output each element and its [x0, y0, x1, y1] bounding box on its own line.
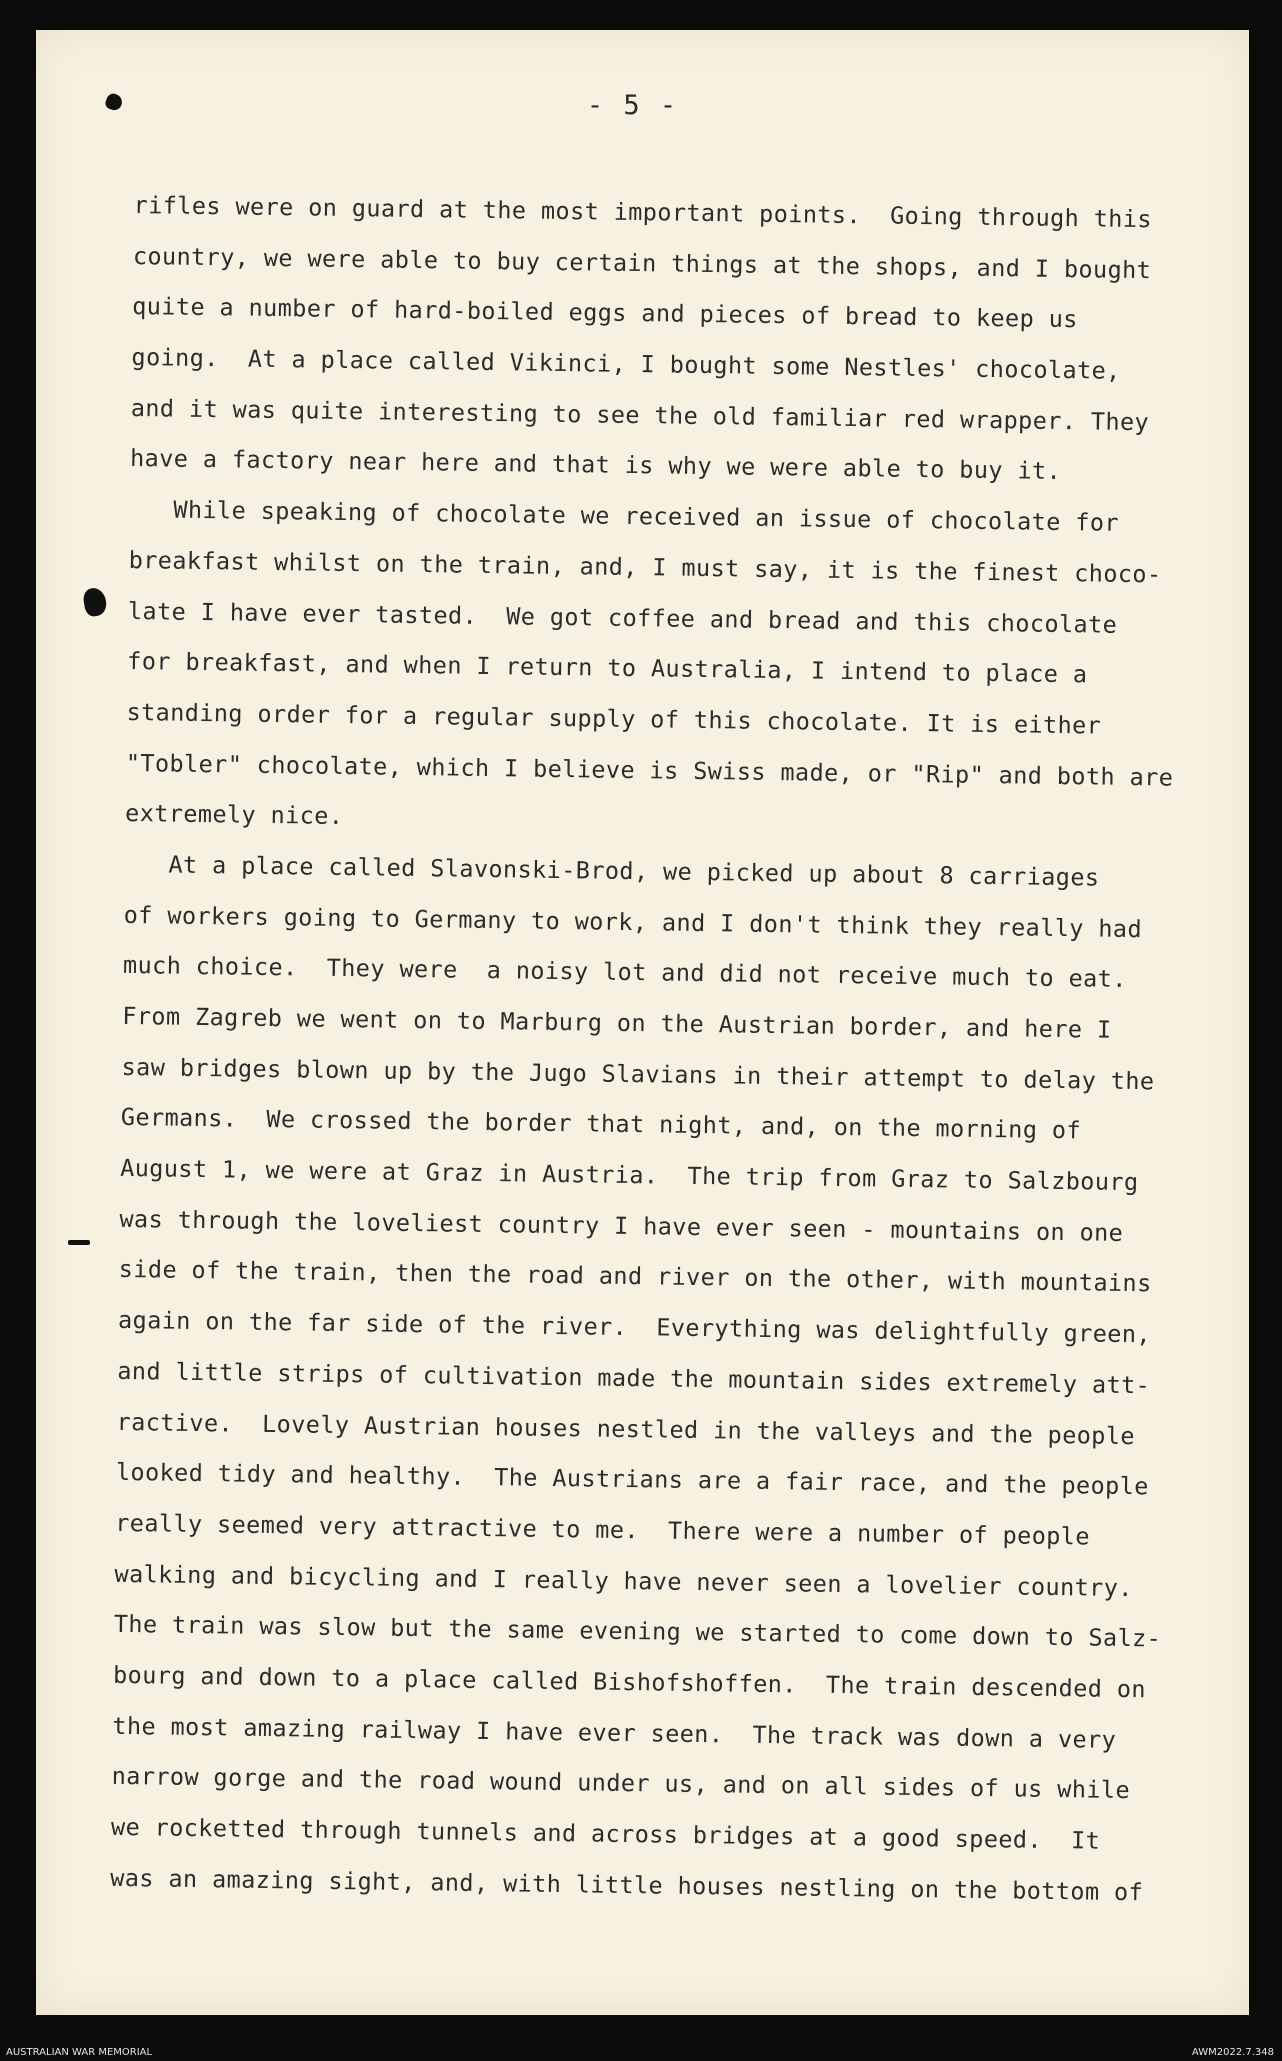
typed-text-body: [110, 180, 1244, 1919]
text-line: country, we were able to buy certain things at the shops, and I bought: [132, 241, 1152, 284]
text-line: late I have ever tasted. We got coffee and bread and this chocolate: [127, 596, 1118, 639]
text-line: we rocketted through tunnels and across bridges at a good speed. It: [110, 1812, 1101, 1855]
document-page: [36, 30, 1249, 2015]
ink-dash-mark: [68, 1240, 90, 1245]
text-line: walking and bicycling and I really have never seen a lovelier country.: [114, 1559, 1134, 1602]
footer-catalog-id: AWM2022.7.348: [1191, 2047, 1274, 2058]
text-line: "Tobler" chocolate, which I believe is Swiss made, or "Rip" and both are: [125, 748, 1174, 792]
text-line: From Zagreb we went on to Marburg on the Austrian border, and here I: [122, 1001, 1112, 1044]
text-line: looked tidy and healthy. The Austrians are a fair race, and the people: [115, 1458, 1149, 1501]
text-line: was an amazing sight, and, with little houses nestling on the bottom of: [110, 1863, 1144, 1906]
text-line: ractive. Lovely Austrian houses nestled in the valleys and the people: [116, 1407, 1136, 1450]
text-line: saw bridges blown up by the Jugo Slavians in their attempt to delay the: [121, 1052, 1155, 1096]
text-line: breakfast whilst on the train, and, I must say, it is the finest choco-: [128, 545, 1162, 589]
text-line: side of the train, then the road and river on the other, with mountains: [118, 1255, 1152, 1298]
text-line: was through the loveliest country I have ever seen - mountains on one: [119, 1204, 1124, 1247]
text-line: The train was slow but the same evening we started to come down to Salz-: [113, 1610, 1162, 1653]
text-line: rifles were on guard at the most important points. Going through this: [133, 190, 1153, 234]
text-line: bourg and down to a place called Bishofshoffen. The train descended on: [112, 1660, 1147, 1704]
text-line: At a place called Slavonski-Brod, we picked up about 8 carriages: [168, 850, 1100, 892]
text-line: going. At a place called Vikinci, I bought some Nestles' chocolate,: [131, 343, 1121, 385]
text-line: much choice. They were a noisy lot and did not receive much to eat.: [122, 951, 1127, 994]
footer-institution: AUSTRALIAN WAR MEMORIAL: [6, 2047, 153, 2058]
text-line: standing order for a regular supply of this chocolate. It is either: [126, 697, 1102, 740]
punch-hole-mark: [82, 586, 109, 617]
text-line: Germans. We crossed the border that night, and, on the morning of: [120, 1103, 1082, 1145]
page-number: - 5 -: [586, 90, 679, 121]
text-line: and it was quite interesting to see the old familiar red wrapper. They: [130, 393, 1150, 436]
text-line: August 1, we were at Graz in Austria. The trip from Graz to Salzbourg: [120, 1153, 1139, 1197]
text-line: the most amazing railway I have ever seen. The track was down a very: [112, 1711, 1117, 1754]
text-line: of workers going to Germany to work, and I don't think they really had: [123, 900, 1143, 943]
text-line: have a factory near here and that is why we were able to buy it.: [129, 444, 1062, 486]
text-line: extremely nice.: [124, 799, 344, 831]
text-line: again on the far side of the river. Everything was delightfully green,: [117, 1306, 1152, 1349]
text-line: quite a number of hard-boiled eggs and pieces of bread to keep us: [132, 292, 1078, 334]
text-line: While speaking of chocolate we received an issue of chocolate for: [173, 495, 1120, 537]
text-line: narrow gorge and the road wound under us, and on all sides of us while: [111, 1762, 1131, 1805]
text-line: really seemed very attractive to me. There were a number of people: [115, 1508, 1091, 1551]
text-line: for breakfast, and when I return to Australia, I intend to place a: [127, 647, 1088, 689]
text-line: and little strips of cultivation made the mountain sides extremely att-: [117, 1356, 1151, 1400]
